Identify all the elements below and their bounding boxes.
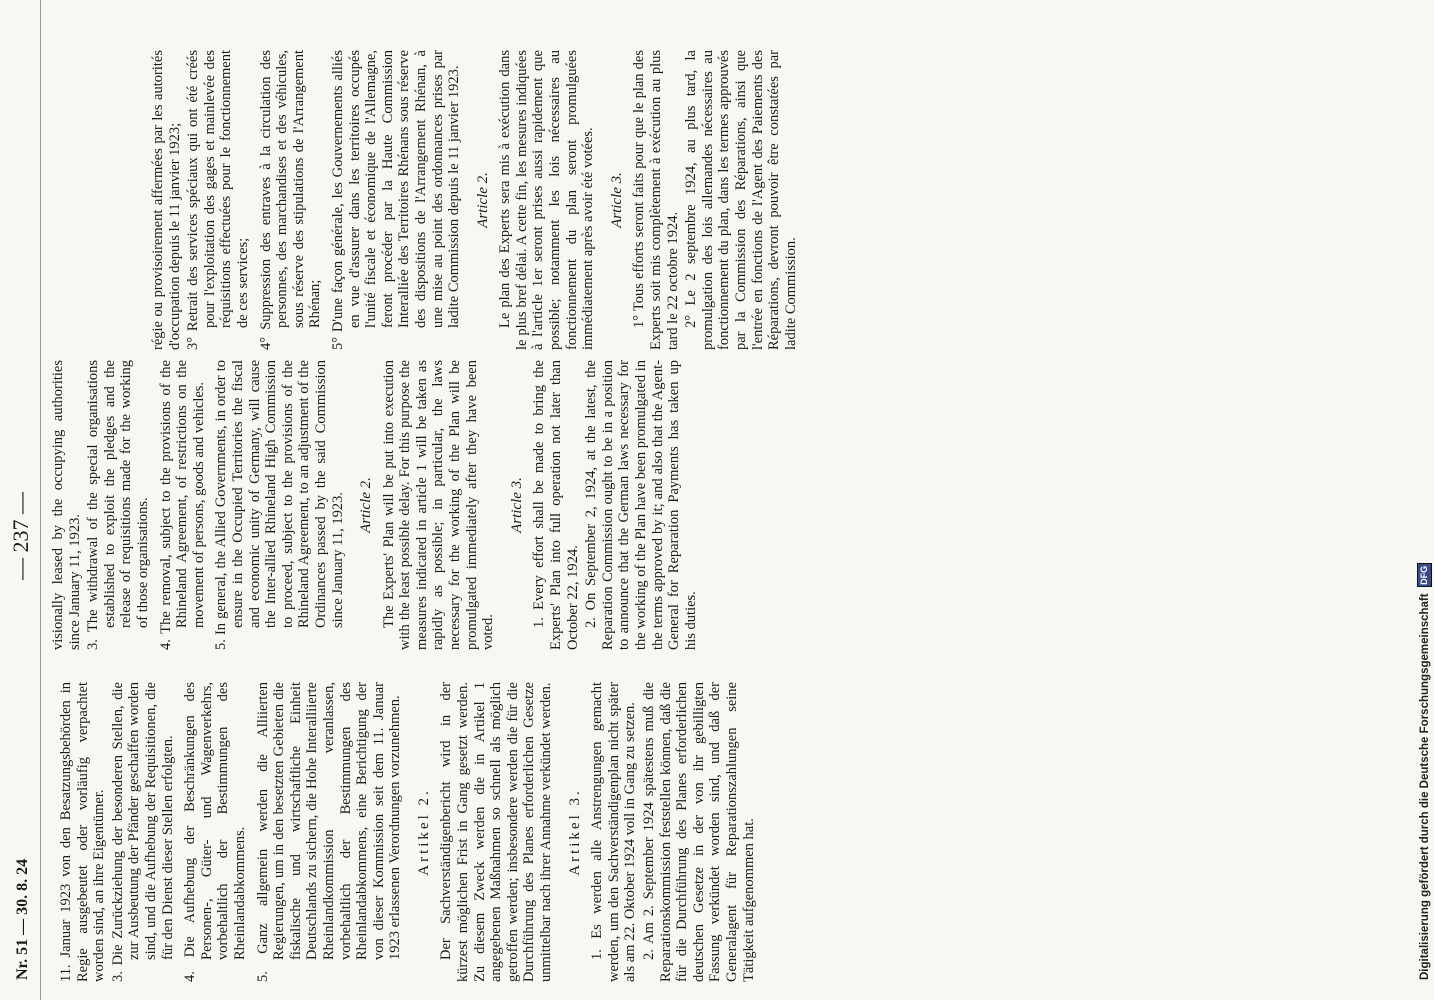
german-item-5: 5. Ganz allgemein werden die Alliierten Regierungen, um in den besetzten Gebieten die fiskalische und wirtschaftliche Einheit Deutschlands zu sichern, die Hohe Interalliierte Rheinlandkommission veranlassen, vorbehaltlich der Bestimmungen des Rheinlandabkommens, eine Berichtigung der von dieser Kommission seit dem 11. Januar 1923 erlassenen Verordnungen vorzunehmen. bbox=[254, 682, 404, 982]
french-item-5: 5° D'une façon générale, les Gouvernements alliés en vue d'assurer dans les territoires occupés l'unité fiscale et économique de l'Allemagne, feront procéder par la Haute Commission Interalliée des Territoires Rhénans sous réserve des dispositions de l'Arrangement Rhénan, à une mise au point des ordonnances prises par ladite Commission depuis le 11 janvier 1923. bbox=[329, 50, 463, 350]
german-article-3-para-1: 1. Es werden alle Anstrengungen gemacht werden, um den Sachverständigenplan nicht später als am 22. Oktober 1924 voll in Gang zu setzen. bbox=[589, 682, 639, 982]
german-article-3-para-2: 2. Am 2. September 1924 spätestens muß die Reparationskommission feststellen können, daß die für die Durchführung des Planes erforderlichen deutschen Gesetze in der von ihr gebilligten Fassung verkündet worden sind, und daß der Generalagent für Reparationszahlungen seine Tätigkeit aufgenommen hat. bbox=[641, 682, 757, 982]
german-item-3: 3. Die Zurückziehung der besonderen Stellen, die zur Ausbeutung der Pfänder geschaffen worden sind, und die Aufhebung der Requisitionen, die für den Dienst dieser Stellen erfolgten. bbox=[109, 682, 176, 982]
french-item-4: 4° Suppression des entraves à la circulation des personnes, des marchandises et des véhicules, sous réserve des stipulations de l'Arrangement Rhénan; bbox=[257, 50, 324, 350]
dfg-logo-icon: DFG bbox=[1417, 563, 1432, 587]
french-column bbox=[150, 50, 801, 350]
german-article-2-text: Der Sachverständigenbericht wird in der kürzest möglichen Frist in Gang gesetzt werden. Zu diesem Zweck werden die in Artikel 1 angegebenen Maßnahmen so schnell als möglich getroffen werden; insbesondere werden die für die Durchführung des Planes erforderlichen Gesetze unmittelbar nach ihrer Annahme verkündet werden. bbox=[438, 682, 555, 982]
english-column bbox=[50, 360, 701, 650]
english-intro: visionally leased by the occupying authorities since January 11, 1923. bbox=[50, 360, 83, 650]
english-article-3-heading: Article 3. bbox=[508, 477, 525, 533]
english-item-3: 3. The withdrawal of the special organisations established to exploit the pledges and the release of requisitions made for the working of those organisations. bbox=[85, 360, 151, 650]
french-article-3-heading: Article 3. bbox=[608, 172, 625, 228]
french-article-2-text: Le plan des Experts sera mis à exécution dans le plus bref délai. A cette fin, les mesures indiquées à l'article 1er seront prises aussi rapidement que possible; notamment les lois nécessaires au fonctionnement du plan seront promulguées immédiatement après avoir été votées. bbox=[497, 50, 597, 350]
french-article-3-para-2: 2° Le 2 septembre 1924, au plus tard, la promulgation des lois allemandes nécessaires au fonctionnement du plan, dans les termes approuvés par la Commission des Réparations, ainsi que l'entrée en fonctions de l'Agent des Paiements des Réparations, devront pouvoir être constatées par ladite Commission. bbox=[683, 50, 799, 350]
french-article-2-heading: Article 2. bbox=[474, 172, 491, 228]
english-article-3-para-2: 2. On September 2, 1924, at the latest, the Reparation Commission ought to be in a position to announce that the German laws necessary for the working of the Plan have been promulgated in the terms approved by it; and also that the Agent-General for Reparation Payments has taken up his duties. bbox=[583, 360, 699, 650]
english-article-2-heading: Article 2. bbox=[358, 477, 375, 533]
french-item-3: 3° Retrait des services spéciaux qui ont été créés pour l'exploitation des gages et mainlevée des réquisitions effectuées pour le fonctionnement de ces services; bbox=[185, 50, 251, 350]
french-article-3-para-1: 1° Tous efforts seront faits pour que le plan des Experts soit mis complètement à exécution au plus tard le 22 octobre 1924. bbox=[631, 50, 681, 350]
footer-credit: Digitalisierung gefördert durch die Deutsche Forschungsgemeinschaft bbox=[1418, 593, 1431, 980]
german-column bbox=[58, 682, 759, 982]
issue-reference: Nr. 51 — 30. 8. 24 bbox=[14, 858, 31, 980]
french-intro: régie ou provisoirement affermées par les autorités d'occupation depuis le 11 janvier 1923; bbox=[150, 50, 183, 350]
german-article-3-heading: Artikel 3. bbox=[566, 788, 583, 876]
header-rule bbox=[40, 0, 41, 1000]
german-article-2-heading: Artikel 2. bbox=[415, 788, 432, 876]
german-item-4: 4. Die Aufhebung der Beschränkungen des Personen-, Güter- und Wagenverkehrs, vorbehaltlich der Bestimmungen des Rheinlandabkommens. bbox=[182, 682, 248, 982]
digitization-footer bbox=[1417, 563, 1432, 980]
german-intro: 11. Januar 1923 von den Besatzungsbehörden in Regie ausgebeutet oder vorläufig verpachtet worden sind, an ihre Eigentümer. bbox=[58, 682, 108, 982]
english-article-2-text: The Experts' Plan will be put into execution with the least possible delay. For this purpose the measures indicated in article 1 will be taken as rapidly as possible; in particular, the laws necessary for the working of the Plan will be promulgated immediately after they have been voted. bbox=[380, 360, 497, 650]
english-article-3-para-1: 1. Every effort shall be made to bring the Experts' Plan into full operation not later than October 22, 1924. bbox=[531, 360, 581, 650]
english-item-5: 5. In general, the Allied Governments, in order to ensure in the Occupied Territories the fiscal and economic unity of Germany, will cause the Inter-allied Rhineland High Commission to proceed, subject to the provisions of the Rhineland Agreement, to an adjustment of the Ordinances passed by the said Commission since January 11, 1923. bbox=[213, 360, 346, 650]
page-number: — 237 — bbox=[8, 492, 33, 580]
english-item-4: 4. The removal, subject to the provisions of the Rhineland Agreement, of restrictions on the movement of persons, goods and vehicles. bbox=[157, 360, 207, 650]
